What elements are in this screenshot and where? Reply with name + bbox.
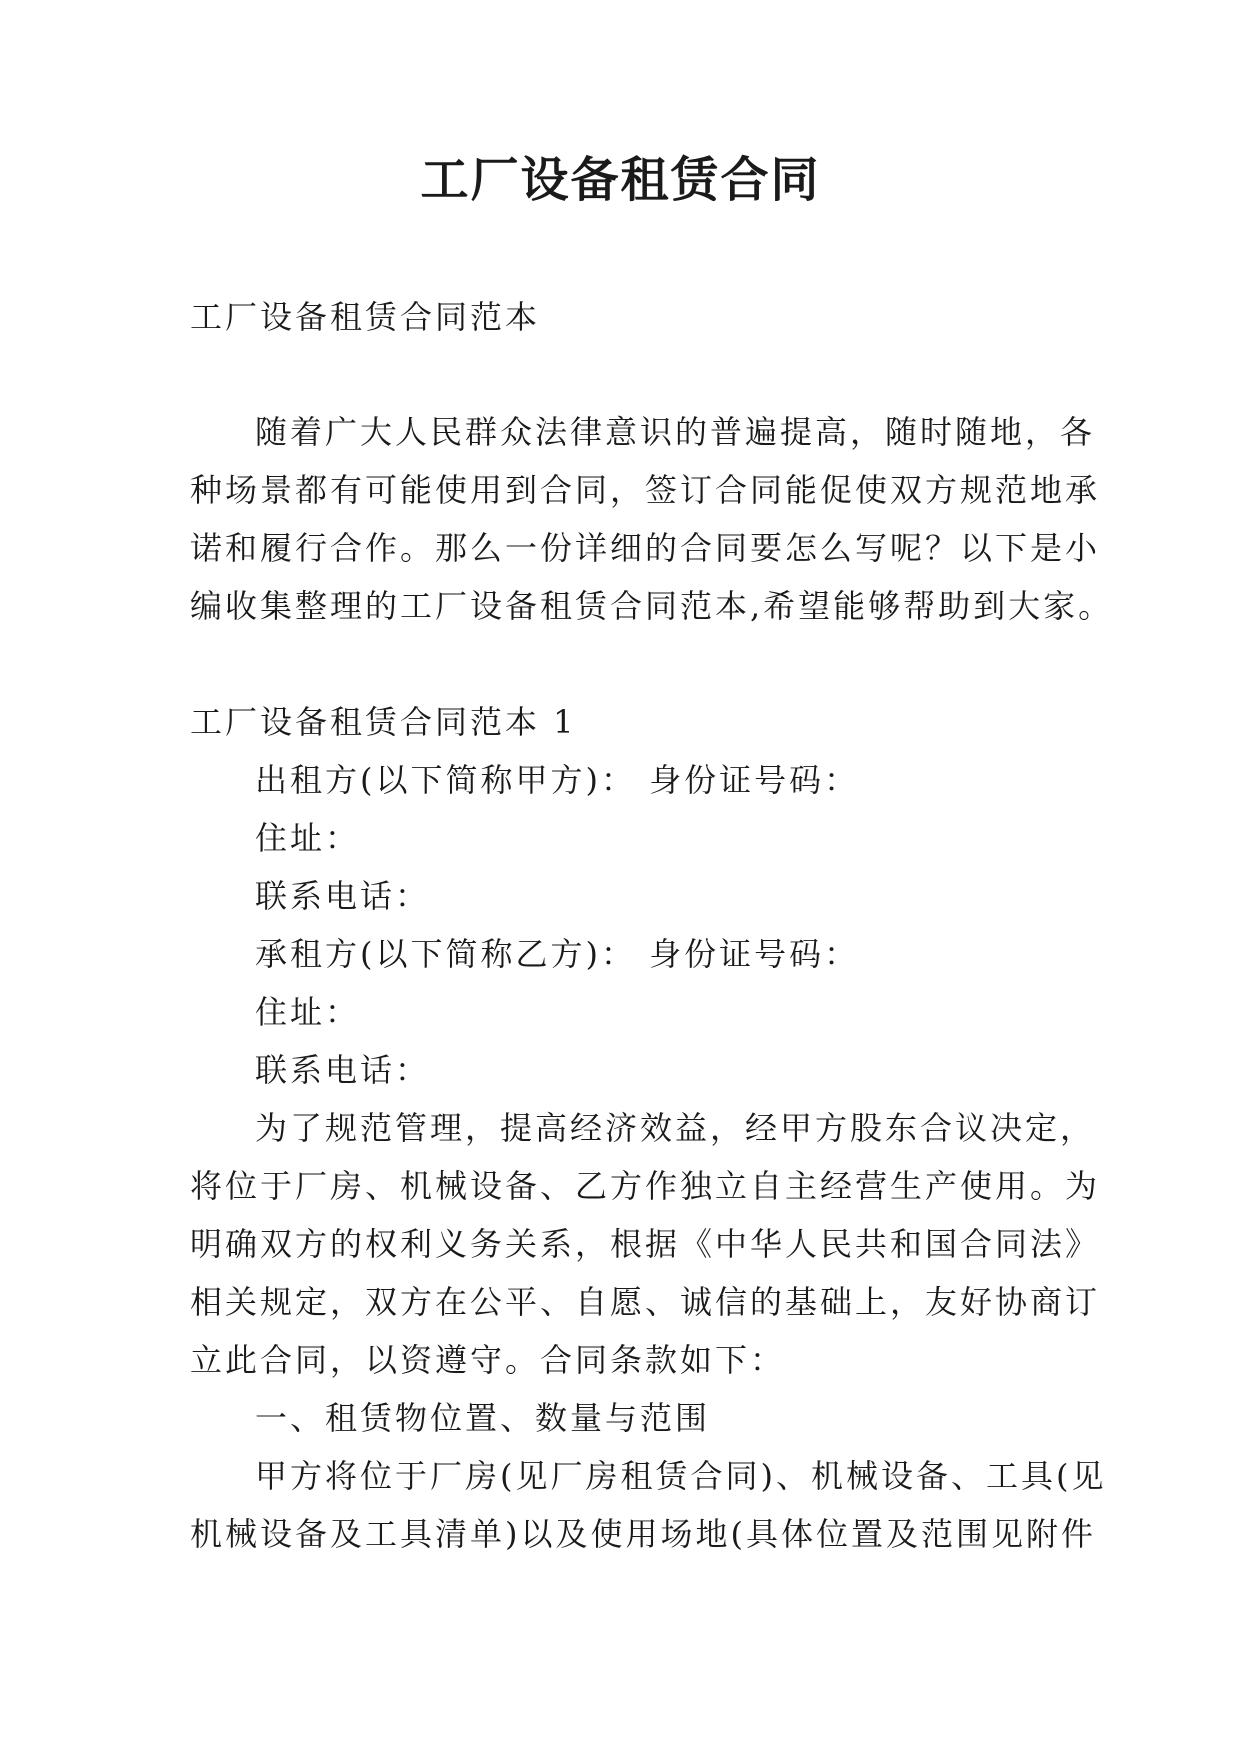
clause1-line-2: 机械设备及工具清单)以及使用场地(具体位置及范围见附件 [190,1515,1096,1553]
lessee-phone: 联系电话： [255,1051,431,1089]
document-title: 工厂设备租赁合同 [420,152,821,208]
intro-line-1: 随着广大人民群众法律意识的普遍提高，随时随地，各 [255,413,1096,451]
intro-line-3: 诺和履行合作。那么一份详细的合同要怎么写呢？以下是小 [190,529,1101,567]
purpose-line-1: 为了规范管理，提高经济效益，经甲方股东合议决定， [255,1109,1096,1147]
section-title: 工厂设备租赁合同范本 1 [190,703,577,741]
purpose-line-3: 明确双方的权利义务关系，根据《中华人民共和国合同法》 [190,1225,1101,1263]
lessee-line: 承租方(以下简称乙方)： 身份证号码： [255,935,860,973]
lessor-phone: 联系电话： [255,877,431,915]
clause1-title: 一、租赁物位置、数量与范围 [255,1399,711,1437]
purpose-line-2: 将位于厂房、机械设备、乙方作独立自主经营生产使用。为 [190,1167,1101,1205]
lessor-address: 住址： [255,819,361,857]
document-subtitle: 工厂设备租赁合同范本 [190,298,541,336]
intro-line-2: 种场景都有可能使用到合同，签订合同能促使双方规范地承 [190,471,1101,509]
purpose-line-5: 立此合同，以资遵守。合同条款如下： [190,1341,786,1379]
clause1-line-1: 甲方将位于厂房(见厂房租赁合同)、机械设备、工具(见 [255,1457,1107,1495]
lessee-address: 住址： [255,993,361,1031]
intro-line-4: 编收集整理的工厂设备租赁合同范本,希望能够帮助到大家。 [190,587,1114,625]
lessor-line: 出租方(以下简称甲方)： 身份证号码： [255,761,860,799]
purpose-line-4: 相关规定，双方在公平、自愿、诚信的基础上，友好协商订 [190,1283,1101,1321]
